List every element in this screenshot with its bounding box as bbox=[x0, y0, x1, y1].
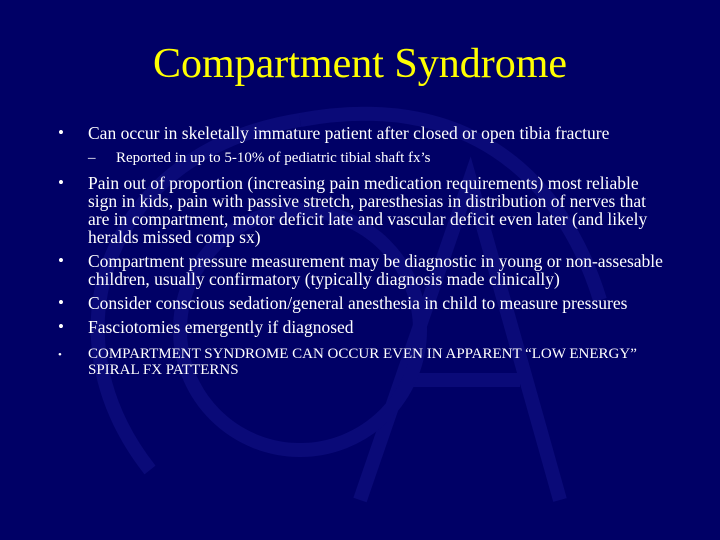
bullet-list bbox=[58, 124, 668, 378]
bullet-text: Consider conscious sedation/general anesthesia in child to measure pressures bbox=[88, 293, 628, 313]
bullet-text: Compartment pressure measurement may be diagnostic in young or non-assesable children, usually confirmatory (typically diagnosis made clinically) bbox=[88, 251, 663, 289]
bullet-marker: • bbox=[58, 317, 64, 336]
bullet-item bbox=[58, 318, 668, 336]
bullet-item bbox=[58, 294, 668, 312]
bullet-marker: • bbox=[58, 173, 64, 192]
bullet-marker: • bbox=[58, 349, 62, 361]
bullet-item bbox=[58, 252, 668, 288]
bullet-text: COMPARTMENT SYNDROME CAN OCCUR EVEN IN APPARENT “LOW ENERGY” SPIRAL FX PATTERNS bbox=[88, 346, 637, 378]
bullet-item-caps bbox=[58, 346, 668, 378]
bullet-text: Can occur in skeletally immature patient after closed or open tibia fracture bbox=[88, 123, 610, 143]
slide-title: Compartment Syndrome bbox=[152, 41, 568, 87]
bullet-item bbox=[58, 174, 668, 246]
bullet-marker: • bbox=[58, 123, 64, 142]
bullet-text: Fasciotomies emergently if diagnosed bbox=[88, 317, 354, 337]
sub-bullet-item bbox=[58, 150, 668, 166]
bullet-item bbox=[58, 124, 668, 142]
bullet-text: Pain out of proportion (increasing pain medication requirements) most reliable sign in kids, pain with passive stretch, paresthesias in distribution of nerves that are in compartment, motor deficit late and vascular deficit even later (and likely heralds missed comp sx) bbox=[88, 173, 648, 247]
bullet-marker: • bbox=[58, 293, 64, 312]
sub-bullet-text: Reported in up to 5-10% of pediatric tibial shaft fx’s bbox=[116, 150, 431, 166]
bullet-marker: • bbox=[58, 251, 64, 270]
dash-marker: – bbox=[88, 150, 96, 166]
